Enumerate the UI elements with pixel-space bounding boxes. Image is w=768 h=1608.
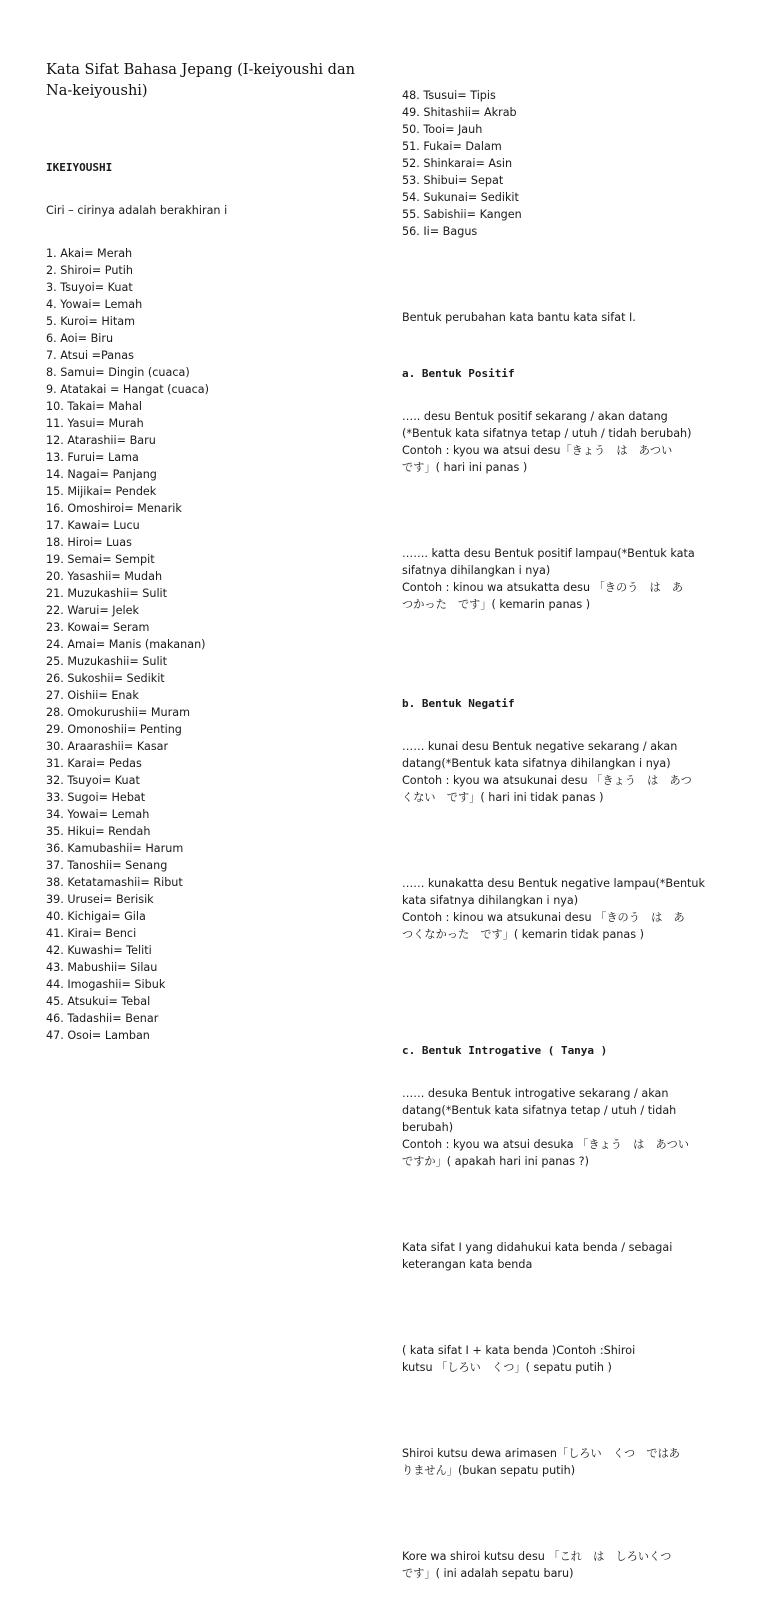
list-item: 53. Shibui= Sepat (402, 174, 504, 187)
section-heading-positive: a. Bentuk Positif (402, 367, 515, 380)
list-item: 13. Furui= Lama (46, 451, 139, 464)
text-line: つかった です」( kemarin panas ) (402, 598, 591, 611)
adjective-list-continued (402, 87, 742, 240)
list-item: 11. Yasui= Murah (46, 417, 144, 430)
list-item: 14. Nagai= Panjang (46, 468, 157, 481)
text-line: Shiroi kutsu dewa arimasen「しろい くつ ではあ (402, 1447, 680, 1460)
text-line: sifatnya dihilangkan i nya) (402, 564, 551, 577)
text-line: Kore wa shiroi kutsu desu 「これ は しろいくつ (402, 1550, 672, 1563)
text-line: …… desuka Bentuk introgative sekarang / akan (402, 1087, 669, 1100)
text-line: Contoh : kinou wa atsukatta desu 「きのう は あ (402, 581, 684, 594)
list-item: 31. Karai= Pedas (46, 757, 142, 770)
paragraph (402, 545, 742, 613)
list-item: 43. Mabushii= Silau (46, 961, 158, 974)
list-item: 32. Tsuyoi= Kuat (46, 774, 140, 787)
paragraph (402, 1445, 742, 1479)
paragraph (402, 1342, 742, 1376)
list-item: 30. Araarashii= Kasar (46, 740, 169, 753)
text-line: ( kata sifat I + kata benda )Contoh :Shiroi (402, 1344, 636, 1357)
text-line: です」( hari ini panas ) (402, 461, 528, 474)
paragraph (402, 1239, 742, 1273)
text-line: Contoh : kyou wa atsui desu「きょう は あつい (402, 444, 673, 457)
paragraph (402, 875, 742, 943)
list-item: 15. Mijikai= Pendek (46, 485, 157, 498)
section-heading-interrogative: c. Bentuk Introgative ( Tanya ) (402, 1044, 608, 1057)
paragraph (402, 1085, 742, 1170)
text-line: です」( ini adalah sepatu baru) (402, 1567, 574, 1580)
list-item: 40. Kichigai= Gila (46, 910, 146, 923)
intro-text: Ciri – cirinya adalah berakhiran i (46, 204, 228, 217)
list-item: 22. Warui= Jelek (46, 604, 139, 617)
list-item: 34. Yowai= Lemah (46, 808, 150, 821)
section-intro: Bentuk perubahan kata bantu kata sifat I. (402, 311, 636, 324)
text-line: keterangan kata benda (402, 1258, 533, 1271)
list-item: 26. Sukoshii= Sedikit (46, 672, 165, 685)
list-item: 7. Atsui =Panas (46, 349, 134, 362)
list-item: 54. Sukunai= Sedikit (402, 191, 519, 204)
text-line: Contoh : kinou wa atsukunai desu 「きのう は あ (402, 911, 685, 924)
list-item: 8. Samui= Dingin (cuaca) (46, 366, 190, 379)
list-item: 4. Yowai= Lemah (46, 298, 143, 311)
list-item: 27. Oishii= Enak (46, 689, 139, 702)
paragraph (402, 1548, 742, 1582)
list-item: 56. Ii= Bagus (402, 225, 478, 238)
list-item: 5. Kuroi= Hitam (46, 315, 135, 328)
text-line: …… kunai desu Bentuk negative sekarang / akan (402, 740, 678, 753)
list-item: 23. Kowai= Seram (46, 621, 150, 634)
text-line: ですか」( apakah hari ini panas ?) (402, 1155, 589, 1168)
list-item: 20. Yasashii= Mudah (46, 570, 163, 583)
list-item: 41. Kirai= Benci (46, 927, 137, 940)
list-item: 12. Atarashii= Baru (46, 434, 156, 447)
text-line: Contoh : kyou wa atsui desuka 「きょう は あつい (402, 1138, 690, 1151)
list-item: 21. Muzukashii= Sulit (46, 587, 168, 600)
list-item: 18. Hiroi= Luas (46, 536, 132, 549)
list-item: 35. Hikui= Rendah (46, 825, 151, 838)
paragraph (402, 738, 742, 806)
list-item: 33. Sugoi= Hebat (46, 791, 146, 804)
adjective-list (46, 245, 376, 1044)
text-line: datang(*Bentuk kata sifatnya dihilangkan i nya) (402, 757, 671, 770)
text-line: (*Bentuk kata sifatnya tetap / utuh / tidah berubah) (402, 427, 692, 440)
list-item: 39. Urusei= Berisik (46, 893, 154, 906)
text-line: datang(*Bentuk kata sifatnya tetap / utuh / tidah (402, 1104, 677, 1117)
list-item: 24. Amai= Manis (makanan) (46, 638, 206, 651)
list-item: 48. Tsusui= Tipis (402, 89, 496, 102)
list-item: 38. Ketatamashii= Ribut (46, 876, 183, 889)
list-item: 42. Kuwashi= Teliti (46, 944, 152, 957)
document-title: Kata Sifat Bahasa Jepang (I-keiyoushi dan Na-keiyoushi) (46, 62, 355, 99)
section-heading-negative: b. Bentuk Negatif (402, 697, 515, 710)
list-item: 3. Tsuyoi= Kuat (46, 281, 133, 294)
text-line: つくなかった です」( kemarin tidak panas ) (402, 928, 645, 941)
list-item: 29. Omonoshii= Penting (46, 723, 182, 736)
text-line: くない です」( hari ini tidak panas ) (402, 791, 604, 804)
list-item: 44. Imogashii= Sibuk (46, 978, 166, 991)
list-item: 49. Shitashii= Akrab (402, 106, 517, 119)
left-column (46, 133, 376, 1070)
list-item: 51. Fukai= Dalam (402, 140, 502, 153)
list-item: 28. Omokurushii= Muram (46, 706, 190, 719)
list-item: 19. Semai= Sempit (46, 553, 155, 566)
list-item: 9. Atatakai = Hangat (cuaca) (46, 383, 209, 396)
list-item: 45. Atsukui= Tebal (46, 995, 151, 1008)
text-line: berubah) (402, 1121, 454, 1134)
text-line: kata sifatnya dihilangkan i nya) (402, 894, 579, 907)
list-item: 52. Shinkarai= Asin (402, 157, 513, 170)
list-item: 6. Aoi= Biru (46, 332, 114, 345)
text-line: Kata sifat I yang didahukui kata benda / sebagai (402, 1241, 673, 1254)
list-item: 2. Shiroi= Putih (46, 264, 133, 277)
text-line: …… kunakatta desu Bentuk negative lampau(*Bentuk (402, 877, 706, 890)
list-item: 46. Tadashii= Benar (46, 1012, 159, 1025)
list-item: 50. Tooi= Jauh (402, 123, 483, 136)
list-item: 25. Muzukashii= Sulit (46, 655, 168, 668)
text-line: ….. desu Bentuk positif sekarang / akan datang (402, 410, 668, 423)
list-item: 10. Takai= Mahal (46, 400, 142, 413)
list-item: 1. Akai= Merah (46, 247, 133, 260)
list-item: 17. Kawai= Lucu (46, 519, 140, 532)
text-line: kutsu 「しろい くつ」( sepatu putih ) (402, 1361, 612, 1374)
paragraph (402, 408, 742, 476)
text-line: Contoh : kyou wa atsukunai desu 「きょう は あつ (402, 774, 692, 787)
list-item: 36. Kamubashii= Harum (46, 842, 184, 855)
list-item: 16. Omoshiroi= Menarik (46, 502, 182, 515)
list-item: 37. Tanoshii= Senang (46, 859, 168, 872)
section-heading: IKEIYOUSHI (46, 161, 113, 174)
right-column (402, 61, 742, 1608)
list-item: 55. Sabishii= Kangen (402, 208, 522, 221)
text-line: ……. katta desu Bentuk positif lampau(*Bentuk kata (402, 547, 695, 560)
list-item: 47. Osoi= Lamban (46, 1029, 150, 1042)
text-line: りません」(bukan sepatu putih) (402, 1464, 576, 1477)
